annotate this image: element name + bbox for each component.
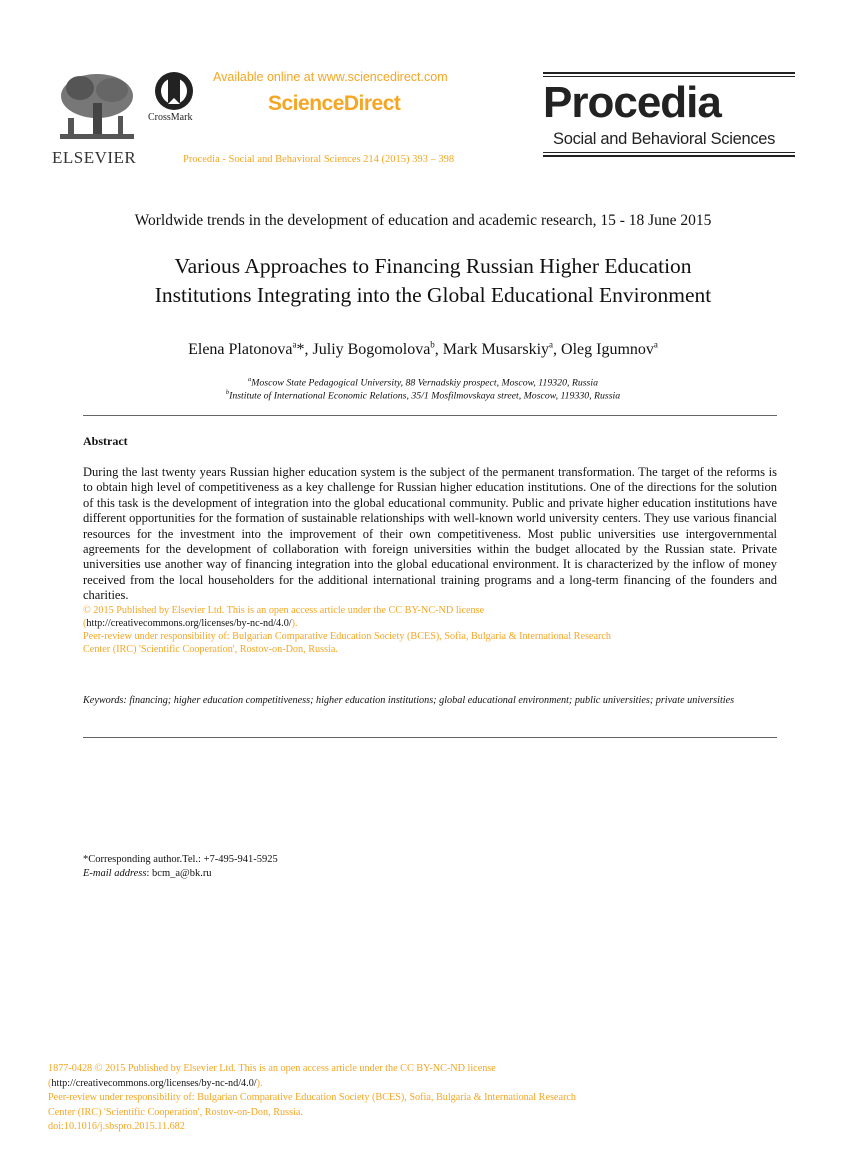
sciencedirect-logo: ScienceDirect <box>268 92 401 115</box>
abstract-text: During the last twenty years Russian higher education system is the subject of the permanent transformation. The target of the reforms is to obtain high level of competitiveness as a key challenge for Russian higher education institutions. One of the directions for the solution of this task is the development of integration into the global educational community. Public and private higher education institutions have different opportunities for the formation of sustainable relationships with well-known world university centers. They use various financial resources for the investment into the improvement of their own competitiveness. Most public universities use intergovernmental agreements for the development of collaboration with foreign universities within the budget allocated by the Russian state. Private universities use another way of financing integration into the global educational environment. It is characterized by the inflow of money received from the local householders for the additional international training programs and a long-term financing of the founders and charities. <box>83 465 777 603</box>
footer-peer-review: Center (IRC) 'Scientific Cooperation', Rostov-on-Don, Russia. <box>48 1106 303 1118</box>
author: Oleg Igumnov$^a$ <box>561 340 658 359</box>
peer-review-line: Peer-review under responsibility of: Bulgarian Comparative Education Society (BCES), Sofia, Bulgaria & International Research <box>83 630 611 642</box>
available-online-link[interactable]: Available online at www.sciencedirect.com <box>213 70 448 84</box>
footer <box>48 1062 576 1135</box>
divider <box>83 737 777 738</box>
paper-title <box>60 252 806 310</box>
crossmark-icon[interactable] <box>152 70 204 117</box>
procedia-rule <box>543 72 795 74</box>
footer-license-link[interactable]: http://creativecommons.org/licenses/by-nc-nd/4.0/ <box>51 1077 257 1089</box>
corresponding-email: E-mail address: bcm_a@bk.ru <box>83 868 212 879</box>
procedia-rule <box>543 155 795 157</box>
crossmark-label: CrossMark <box>148 112 193 123</box>
author-list <box>0 340 846 359</box>
copyright-line: © 2015 Published by Elsevier Ltd. This is an open access article under the CC BY-NC-ND license <box>83 604 485 616</box>
corresponding-author <box>83 853 278 881</box>
author: Juliy Bogomolova$^b$, <box>312 340 443 359</box>
keywords-label: Keywords: <box>83 695 127 706</box>
email-link[interactable]: bcm_a@bk.ru <box>152 868 212 879</box>
footer-copyright: 1877-0428 © 2015 Published by Elsevier Ltd. This is an open access article under the CC BY-NC-ND license <box>48 1063 496 1074</box>
procedia-rule <box>543 152 795 153</box>
license-line: (http://creativecommons.org/licenses/by-nc-nd/4.0/). <box>83 617 298 629</box>
abstract-body <box>83 465 777 656</box>
elsevier-wordmark: ELSEVIER <box>52 148 137 167</box>
peer-review-line: Center (IRC) 'Scientific Cooperation', Rostov-on-Don, Russia. <box>83 643 338 655</box>
affiliation: $^b$Institute of International Economic Relations, 35/1 Mosfilmovskaya street, Moscow, 119330, Russia <box>225 389 621 402</box>
elsevier-tree-logo <box>52 68 142 148</box>
journal-citation: Procedia - Social and Behavioral Sciences 214 (2015) 393 – 398 <box>183 154 455 165</box>
title-line: Institutions Integrating into the Global Educational Environment <box>154 283 712 307</box>
footer-peer-review: Peer-review under responsibility of: Bulgarian Comparative Education Society (BCES), Sofia, Bulgaria & International Research <box>48 1092 576 1103</box>
footer-license: (http://creativecommons.org/licenses/by-nc-nd/4.0/). <box>48 1077 263 1089</box>
title-line: Various Approaches to Financing Russian Higher Education <box>174 254 692 278</box>
abstract-heading: Abstract <box>83 434 128 448</box>
license-link[interactable]: http://creativecommons.org/licenses/by-nc-nd/4.0/ <box>86 617 292 629</box>
corresponding-phone: *Corresponding author.Tel.: +7-495-941-5925 <box>83 854 278 865</box>
affiliation: $^a$Moscow State Pedagogical University, 88 Vernadskiy prospect, Moscow, 119320, Russia <box>248 376 598 389</box>
procedia-title: Procedia <box>543 78 721 127</box>
procedia-subtitle: Social and Behavioral Sciences <box>553 130 776 148</box>
procedia-rule <box>543 76 795 77</box>
footer-doi[interactable]: doi:10.1016/j.sbspro.2015.11.682 <box>48 1121 185 1132</box>
keywords <box>83 693 777 708</box>
keywords-text: financing; higher education competitiveness; higher education institutions; global educational environment; public universities; private universities <box>129 695 735 706</box>
author: Mark Musarskiy$^a$, <box>442 340 562 359</box>
divider <box>83 415 777 416</box>
author: Elena Platonova$^a$*, <box>188 340 313 359</box>
conference-name: Worldwide trends in the development of education and academic research, 15 - 18 June 2015 <box>134 212 712 229</box>
